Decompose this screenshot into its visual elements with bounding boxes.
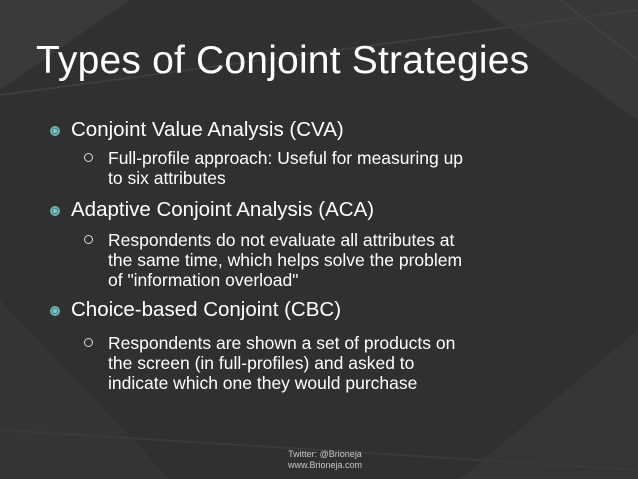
sub-bullet-line: the same time, which helps solve the problem (108, 250, 463, 270)
hollow-circle-bullet-icon (84, 153, 93, 162)
bullet-text: Conjoint Value Analysis (CVA) (71, 118, 344, 141)
teal-bullet-icon (50, 126, 60, 136)
hollow-circle-bullet-icon (84, 338, 93, 347)
bullet-cva (71, 118, 344, 142)
sub-bullet-cva (108, 148, 558, 188)
bullet-text: Adaptive Conjoint Analysis (ACA) (71, 198, 375, 221)
sub-bullet-line: Full-profile approach: Useful for measuring up (108, 148, 464, 168)
teal-bullet-icon (50, 206, 60, 216)
sub-bullet-line: of "information overload" (108, 270, 299, 290)
sub-bullet-line: to six attributes (108, 168, 226, 188)
footer-twitter: Twitter: @Brioneja (288, 449, 362, 459)
sub-bullet-line: the screen (in full-profiles) and asked to (108, 353, 415, 373)
bullet-cbc (71, 298, 341, 322)
sub-bullet-line: Respondents are shown a set of products on (108, 333, 456, 353)
footer-website: www.Brioneja.com (287, 460, 363, 470)
bullet-aca (71, 198, 374, 222)
sub-bullet-cbc (108, 333, 558, 393)
teal-bullet-icon (50, 306, 60, 316)
hollow-circle-bullet-icon (84, 235, 93, 244)
slide-title: Types of Conjoint Strategies (36, 39, 530, 82)
slide-footer (285, 449, 365, 471)
sub-bullet-aca (108, 230, 558, 290)
bullet-text: Choice-based Conjoint (CBC) (71, 298, 342, 321)
sub-bullet-line: indicate which one they would purchase (108, 373, 418, 393)
sub-bullet-line: Respondents do not evaluate all attributes at (108, 230, 455, 250)
